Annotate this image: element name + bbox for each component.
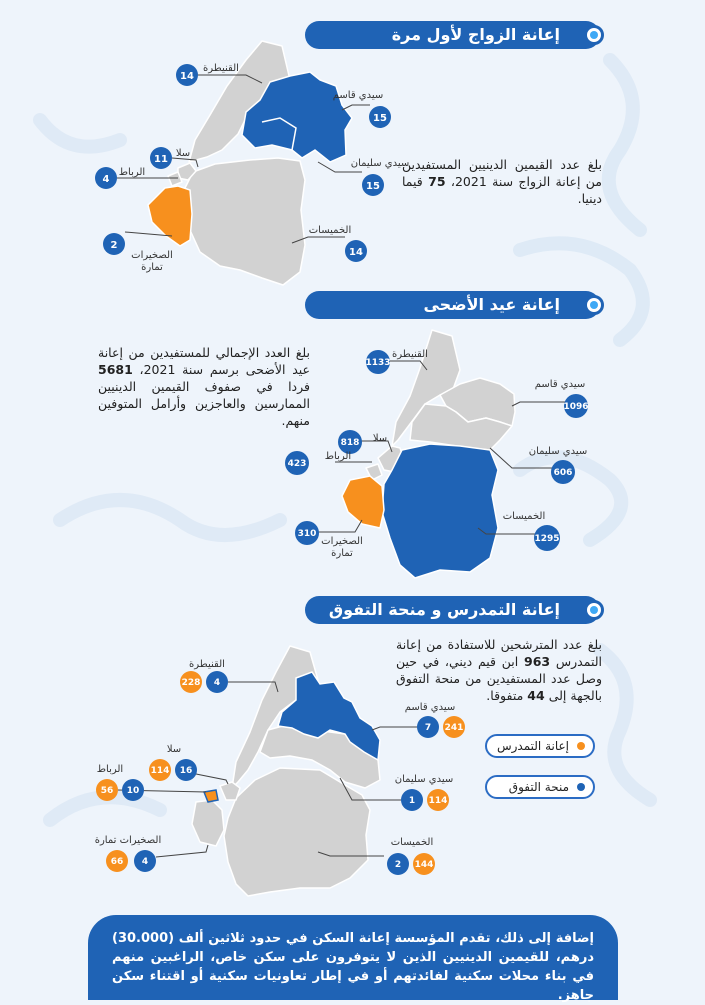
map3-skhirat-temara xyxy=(192,800,224,846)
label-s3-sidi-slimane: سيدي سليمان xyxy=(394,774,454,785)
bubble-s2-sidi-kacem xyxy=(563,394,588,418)
svg-text:1: 1 xyxy=(408,796,416,806)
svg-text:1133: 1133 xyxy=(365,358,391,368)
svg-text:4: 4 xyxy=(102,174,110,185)
svg-text:114: 114 xyxy=(428,796,448,806)
svg-text:15: 15 xyxy=(366,181,380,192)
label-s2-sidi-slimane: سيدي سليمان xyxy=(528,446,588,457)
section2-paragraph: بلغ العدد الإجمالي للمستفيدين من إعانة عيد الأضحى برسم سنة 2021، 5681 فردا في صفوف القيمين الدينيين الممارسين والعاجزين وأرامل المتوفين منهم. xyxy=(98,345,310,428)
svg-text:114: 114 xyxy=(150,766,170,776)
bubble-s1-sidi-kacem xyxy=(369,106,391,128)
svg-text:1096: 1096 xyxy=(563,402,589,412)
bubble-s1-sidi-slimane xyxy=(362,174,384,196)
label-s2-kenitra: القنيطرة xyxy=(392,349,428,360)
svg-text:241: 241 xyxy=(444,723,464,733)
bubble-s3-kenitra-excellence xyxy=(206,671,228,693)
svg-text:14: 14 xyxy=(349,247,363,258)
bubble-s3-rabat-schooling xyxy=(96,779,118,801)
svg-text:2: 2 xyxy=(394,860,402,870)
label-s1-kenitra: القنيطرة xyxy=(203,63,239,74)
label-s3-khemisset: الخميسات xyxy=(390,837,434,848)
svg-text:606: 606 xyxy=(553,468,573,478)
svg-text:14: 14 xyxy=(180,71,194,82)
legend-excellence-dot-icon xyxy=(577,783,585,791)
svg-text:7: 7 xyxy=(424,723,432,733)
footer-note: إضافة إلى ذلك، تقدم المؤسسة إعانة السكن في حدود ثلاثين ألف (30.000) درهم، للقيمين الدينيين الذين لا يتوفرون على سكن خاص، الراغبين منهم في بناء محلات سكنية لفائدتهم أو في إطار تعاونيات سكنية أو اقتناء سكن جاهز. xyxy=(88,915,618,1000)
label-s1-rabat: الرباط xyxy=(118,167,146,178)
label-s1-khemisset: الخميسات xyxy=(308,225,352,236)
label-s2-skhirat-l1: الصخيرات xyxy=(321,536,363,547)
section1-map xyxy=(0,0,705,300)
map2-khemisset xyxy=(382,444,498,578)
bubble-s3-sidi-slimane-schooling xyxy=(427,789,449,811)
legend-schooling-label: إعانة التمدرس xyxy=(496,739,569,753)
bubble-s1-sale xyxy=(150,147,172,169)
label-s3-sale: سلا xyxy=(166,744,182,755)
bubble-s2-rabat xyxy=(285,451,309,475)
legend-schooling-dot-icon xyxy=(577,742,585,750)
legend-excellence-label: منحة التفوق xyxy=(508,780,569,794)
bubble-s1-skhirat xyxy=(103,233,125,255)
section3-header-dot-icon xyxy=(584,600,604,620)
svg-text:4: 4 xyxy=(141,857,149,867)
svg-text:56: 56 xyxy=(100,786,114,796)
label-s3-rabat: الرباط xyxy=(96,764,124,775)
svg-text:66: 66 xyxy=(110,857,124,867)
map3-sale xyxy=(220,782,240,800)
svg-text:4: 4 xyxy=(213,678,221,688)
map2-skhirat-temara xyxy=(342,476,384,528)
label-s3-sidi-kacem: سيدي قاسم xyxy=(404,702,456,713)
map1-khemisset xyxy=(185,158,305,285)
label-s2-sale: سلا xyxy=(372,433,388,444)
svg-text:310: 310 xyxy=(297,529,317,539)
section1-paragraph: بلغ عدد القيمين الدينيين المستفيدين من إعانة الزواج سنة 2021، 75 قيما دينيا. xyxy=(402,157,602,206)
bubble-s3-sidi-kacem-schooling xyxy=(443,716,465,738)
bubble-s3-skhirat-schooling xyxy=(106,850,128,872)
svg-text:1295: 1295 xyxy=(534,534,560,544)
svg-text:2: 2 xyxy=(110,240,118,251)
bubble-s2-khemisset xyxy=(534,525,560,551)
bubble-s3-sidi-kacem-excellence xyxy=(417,716,439,738)
label-s3-kenitra: القنيطرة xyxy=(189,659,225,670)
bubble-s3-sale-schooling xyxy=(149,759,171,781)
svg-text:15: 15 xyxy=(373,113,387,124)
label-s1-skhirat-l2: تمارة xyxy=(141,262,163,273)
legend-schooling xyxy=(485,734,595,758)
bubble-s2-kenitra xyxy=(365,350,390,374)
bubble-s1-kenitra xyxy=(176,64,198,86)
label-s2-khemisset: الخميسات xyxy=(502,511,546,522)
label-s2-skhirat-l2: تمارة xyxy=(331,548,353,559)
section3-header: إعانة التمدرس و منحة التفوق xyxy=(305,596,600,624)
bubble-s2-skhirat xyxy=(295,521,319,545)
section3-paragraph: بلغ عدد المترشحين للاستفادة من إعانة التمدرس 963 ابن قيم ديني، في حين وصل عدد المستفيدين من منحة التفوق بالجهة إلى 44 متفوقا. xyxy=(396,637,602,703)
bubble-s3-rabat-excellence xyxy=(122,779,144,801)
bubble-s3-sidi-slimane-excellence xyxy=(401,789,423,811)
bubble-s1-khemisset xyxy=(345,240,367,262)
label-s1-sidi-kacem: سيدي قاسم xyxy=(332,90,384,101)
map1-skhirat-temara xyxy=(148,186,192,246)
label-s2-rabat: الرباط xyxy=(324,451,352,462)
svg-text:423: 423 xyxy=(287,459,307,469)
bubble-s2-sidi-slimane xyxy=(551,460,575,484)
bubble-s3-khemisset-excellence xyxy=(387,853,409,875)
svg-text:16: 16 xyxy=(179,766,193,776)
label-s1-sidi-slimane: سيدي سليمان xyxy=(350,158,410,169)
label-s3-skhirat: الصخيرات تمارة xyxy=(94,835,162,846)
svg-text:144: 144 xyxy=(414,860,434,870)
section1-header: إعانة الزواج لأول مرة xyxy=(305,21,600,49)
map3-khemisset xyxy=(224,768,370,896)
label-s1-sale: سلا xyxy=(175,148,191,159)
label-s1-skhirat-l1: الصخيرات xyxy=(131,250,173,261)
bubble-s3-sale-excellence xyxy=(175,759,197,781)
bubble-s3-khemisset-schooling xyxy=(413,853,435,875)
section2-header: إعانة عيد الأضحى xyxy=(305,291,600,319)
svg-text:11: 11 xyxy=(154,154,168,165)
label-s2-sidi-kacem: سيدي قاسم xyxy=(534,379,586,390)
svg-text:228: 228 xyxy=(181,678,201,688)
svg-text:10: 10 xyxy=(126,786,140,796)
bubble-s3-skhirat-excellence xyxy=(134,850,156,872)
legend-excellence xyxy=(485,775,595,799)
bubble-s1-rabat xyxy=(95,167,117,189)
bubble-s3-kenitra-schooling xyxy=(180,671,202,693)
svg-text:818: 818 xyxy=(340,438,360,448)
